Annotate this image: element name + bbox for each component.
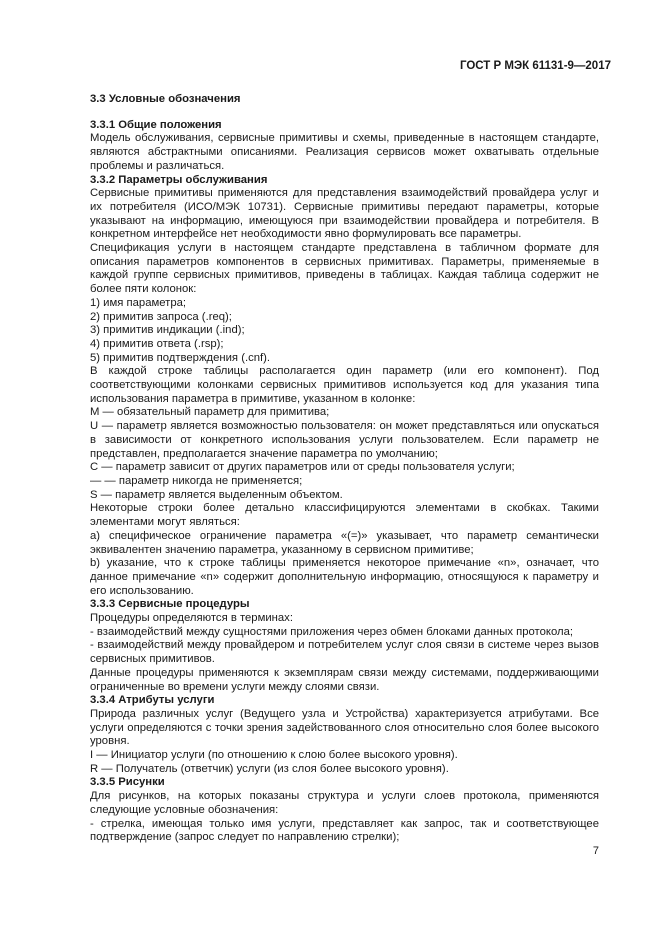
subsection-heading: 3.3.1 Общие положения — [90, 118, 222, 131]
list-item: - взаимодействий между провайдером и потребителем услуг слоя связи в системе через вызов сервисных примитивов. — [90, 639, 599, 666]
paragraph: Модель обслуживания, сервисные примитивы и схемы, приведенные в настоящем стандарте, являются абстрактными описаниями. Реализация сервисов может охватывать отдельные проблемы и различаться. — [90, 132, 599, 172]
page-number: 7 — [592, 845, 599, 857]
document-body — [90, 93, 599, 845]
list-item: I — Инициатор услуги (по отношению к слою более высокого уровня). — [90, 749, 458, 762]
list-item: b) указание, что к строке таблицы применяется некоторое примечание «n», означает, что данное примечание «n» содержит дополнительную информацию, относящуюся к параметру и его использованию. — [90, 557, 599, 597]
section-heading: 3.3 Условные обозначения — [90, 93, 241, 105]
standard-code: ГОСТ Р МЭК 61131-9—2017 — [459, 60, 611, 72]
list-item: S — параметр является выделенным объектом. — [90, 488, 343, 501]
list-item: 5) примитив подтверждения (.cnf). — [90, 351, 271, 364]
list-item: 3) примитив индикации (.ind); — [90, 324, 245, 337]
subsection-heading: 3.3.3 Сервисные процедуры — [90, 598, 250, 611]
paragraph: Спецификация услуги в настоящем стандарте представлена в табличном формате для описания параметров компонентов в сервисных примитивах. Параметры, применяемые в каждой группе сервисных примитивов, приведены в таблицах. Каждая таблица содержит не более пяти колонок: — [90, 242, 599, 296]
paragraph: Некоторые строки более детально классифицируются элементами в скобках. Такими элементами могут являться: — [90, 502, 599, 529]
list-item: C — параметр зависит от других параметров или от среды пользователя услуги; — [90, 461, 515, 474]
subsection-heading: 3.3.4 Атрибуты услуги — [90, 694, 215, 707]
subsection-heading: 3.3.5 Рисунки — [90, 776, 165, 789]
paragraph: Сервисные примитивы применяются для представления взаимодействий провайдера услуг и их потребителя (ИСО/МЭК 10731). Сервисные примитивы передают параметры, которые указывают на информацию, имеющуюся при взаимодействии провайдера и потребителя. В конкретном интерфейсе нет необходимости явно формулировать все параметры. — [90, 187, 599, 241]
paragraph: Данные процедуры применяются к экземплярам связи между системами, поддерживающими ограниченные во времени услуги между слоями связи. — [90, 666, 599, 693]
paragraph: В каждой строке таблицы располагается один параметр (или его компонент). Под соответствующими колонками сервисных примитивов используется код для указания типа использования параметра в примитиве, указанном в колонке: — [90, 365, 599, 405]
list-item: — — параметр никогда не применяется; — [90, 474, 303, 487]
list-item: - взаимодействий между сущностями приложения через обмен блоками данных протокола; — [90, 625, 574, 638]
list-item: M — обязательный параметр для примитива; — [90, 406, 330, 419]
paragraph: Природа различных услуг (Ведущего узла и Устройства) характеризуется атрибутами. Все услуги определяются с точки зрения задействованного слоя относительно слоя более высокого уровня. — [90, 707, 599, 748]
list-item: 1) имя параметра; — [90, 296, 187, 309]
list-item: a) специфическое ограничение параметра «(=)» указывает, что параметр семантически эквивалентен значению параметра, указанному в сервисном примитиве; — [90, 529, 599, 556]
list-item: R — Получатель (ответчик) услуги (из слоя более высокого уровня). — [90, 762, 449, 775]
list-item: U — параметр является возможностью пользователя: он может представляться или опускаться в зависимости от конкретного использования услуги пользователем. Если параметр не представлен, предполагается значение параметра по умолчанию; — [90, 420, 599, 460]
list-item: 2) примитив запроса (.req); — [90, 310, 232, 323]
list-item: 4) примитив ответа (.rsp); — [90, 337, 224, 350]
list-item: - стрелка, имеющая только имя услуги, представляет как запрос, так и соответствующее подтверждение (запрос следует по направлению стрелки); — [90, 817, 599, 844]
paragraph: Для рисунков, на которых показаны структура и услуги слоев протокола, применяются следующие условные обозначения: — [90, 790, 599, 816]
paragraph: Процедуры определяются в терминах: — [90, 612, 293, 625]
subsection-heading: 3.3.2 Параметры обслуживания — [90, 173, 268, 186]
